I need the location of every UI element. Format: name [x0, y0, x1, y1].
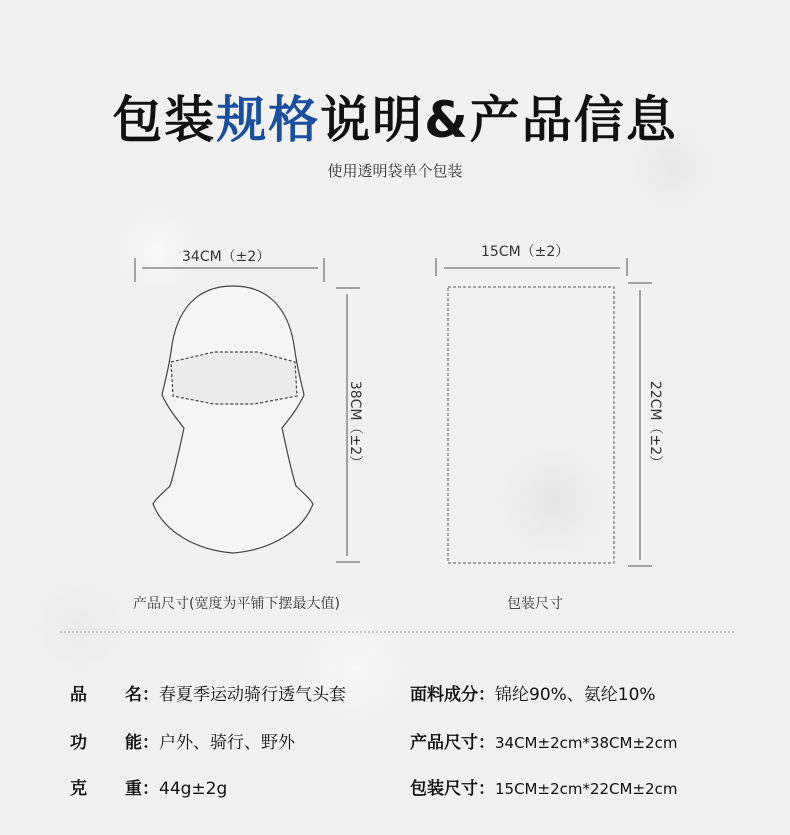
spec-weight-value: 44g±2g [159, 779, 228, 799]
spec-name: 品 名：春夏季运动骑行透气头套 [70, 685, 346, 705]
spec-material-key: 面料成分 [410, 685, 478, 705]
spec-function-value: 户外、骑行、野外 [159, 733, 295, 753]
package-caption: 包装尺寸 [507, 596, 563, 612]
spec-product-size: 产品尺寸：34CM±2cm*38CM±2cm [410, 733, 678, 753]
balaclava-outline-icon [153, 286, 313, 553]
bag-outline-icon [448, 287, 614, 563]
spec-function-key1: 功 [70, 733, 87, 753]
spec-name-key1: 品 [70, 685, 87, 705]
spec-name-value: 春夏季运动骑行透气头套 [159, 685, 346, 705]
spec-package-size-key: 包装尺寸 [410, 779, 478, 799]
spec-product-size-key: 产品尺寸 [410, 733, 478, 753]
spec-function-key2: 能 [125, 733, 142, 753]
product-caption: 产品尺寸(宽度为平铺下摆最大值) [133, 596, 340, 612]
spec-material-value: 锦纶90%、氨纶10% [495, 685, 656, 705]
spec-weight: 克 重：44g±2g [70, 779, 228, 799]
spec-weight-key2: 重 [125, 779, 142, 799]
spec-weight-key1: 克 [70, 779, 87, 799]
title-part2: 说明&产品信息 [320, 91, 678, 149]
section-divider [60, 631, 734, 633]
title-accent: 规格 [216, 91, 321, 149]
spec-package-size: 包装尺寸：15CM±2cm*22CM±2cm [410, 779, 678, 799]
spec-name-key2: 名 [125, 685, 142, 705]
spec-function: 功 能：户外、骑行、野外 [70, 733, 295, 753]
package-height-label: 22CM（±2） [647, 380, 664, 470]
package-width-label: 15CM（±2） [481, 244, 570, 260]
spec-product-size-value: 34CM±2cm*38CM±2cm [495, 734, 678, 752]
title-part1: 包装 [112, 91, 217, 149]
product-width-label: 34CM（±2） [182, 249, 271, 265]
product-height-label: 38CM（±2） [347, 380, 364, 470]
spec-package-size-value: 15CM±2cm*22CM±2cm [495, 780, 678, 798]
page-subtitle: 使用透明袋单个包装 [327, 162, 463, 180]
spec-material: 面料成分：锦纶90%、氨纶10% [410, 685, 656, 705]
